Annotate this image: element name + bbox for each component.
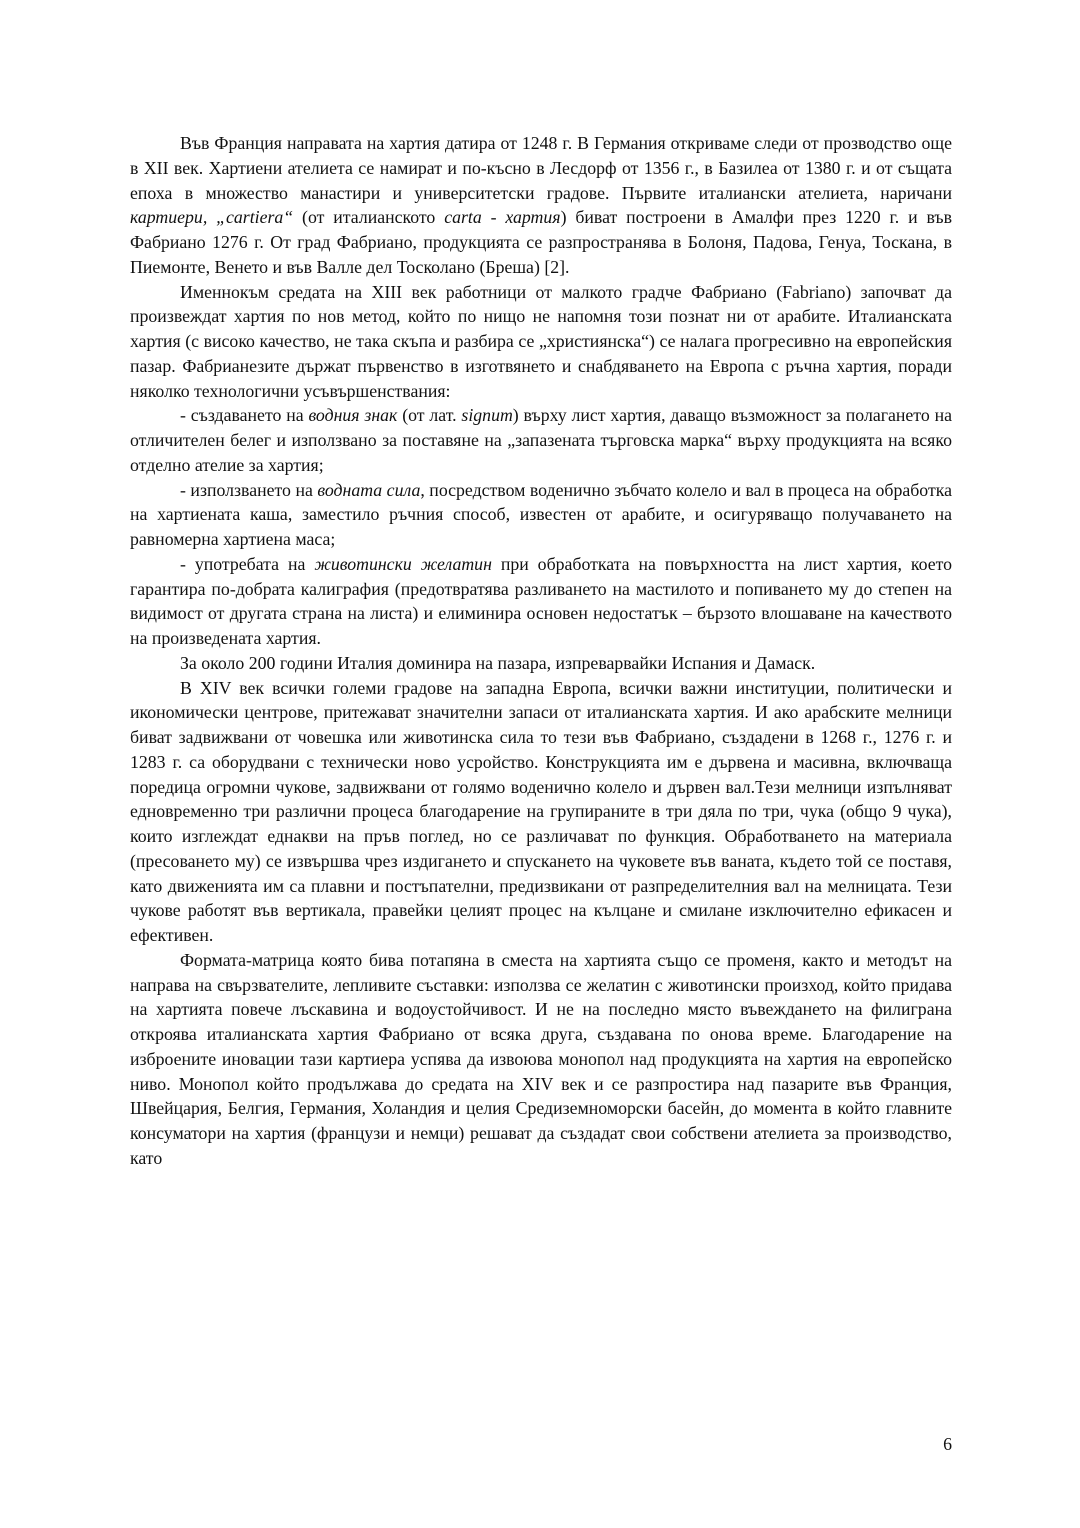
italic-text-run: водната сила [317,479,421,500]
text-run: Именнокъм средата на XIII век работници от малкото градче Фабриано (Fabriano) започват да произвеждат хартия по нов метод, който по нищо не напомня този познат ни от арабите. Италианската хартия (с високо качество, не така скъпа и разбира се „християнска“) се налага прогресивно на европейския пазар. Фабрианезите държат първенство в изготвянето и снабдяването на Европа с ръчна хартия, поради няколко технологични усъвършенствания: [130,281,952,401]
text-run: Във Франция направата на хартия датира от 1248 г. В Германия откриваме следи от прозводство още в XII век. Хартиени ателиета се намират и по-късно в Лесдорф от 1356 г., в Базилеа от 1380 г. и от същата епоха в множество манастири и университетски градове. Първите италиански ателиета, наричани [130,133,952,203]
italic-text-run: carta - хартия [444,207,561,228]
paragraph [130,478,952,552]
italic-text-run: картиери, „cartiera“ [130,207,294,228]
page-number: 6 [943,1434,952,1454]
text-run: - употребата на [180,553,315,574]
paragraph [130,552,952,651]
italic-text-run: животински желатин [314,553,492,574]
paragraph [130,651,952,676]
paragraph [130,280,952,404]
text-run: (от лат. [397,405,462,426]
text-run: ) върху лист хартия, даващо възможност за полагането на отличителен белег и използвано за поставяне на „запазената търговска марка“ върху продукцията на всяко отделно ателие за хартия; [130,405,952,475]
text-run: Формата-матрица която бива потапяна в сместа на хартията също се променя, както и методът на направа на свързвателите, лепливите съставки: използва се желатин с животински произход, който придава на хартията повече лъскавина и водоустойчивост. И не на последно място въвеждането на филиграна откроява италианската хартия Фабриано от всяка друга, създавана по онова време. Благодарение на изброените иновации тази картиера успява да извоюва монопол над продукцията на хартия на европейско ниво. Монопол който продължава до средата на XIV век и се разпростира над пазарите във Франция, Швейцария, Белгия, Германия, Холандия и целия Средиземноморски басейн, до момента в който главните консуматори на хартия (французи и немци) решават да създадат свои собствени ателиета за производство, като [130,949,952,1168]
paragraph [130,403,952,477]
text-run: ) биват построени в Амалфи през 1220 г. и във Фабриано 1276 г. От град Фабриано, продукцията се разпространява в Болоня, Падова, Генуа, Тоскана, в Пиемонте, Венето и във Валле дел Тосколано (Бреша) [2]. [130,207,953,277]
text-run: - използването на [180,479,318,500]
text-run: (от италианското [293,207,445,228]
page-body [130,131,952,1171]
text-run: - създаването на [180,405,309,426]
paragraph [130,131,952,280]
italic-text-run: signum [461,405,513,426]
text-run: , посредством воденично зъбчато колело и вал в процеса на обработка на хартиената каша, заместило ръчния способ, известен от арабите, и осигуряващо получаването на равномерна хартиена маса; [130,479,952,549]
paragraph [130,676,952,948]
text-run: В XIV век всички големи градове на западна Европа, всички важни институции, политически и икономически центрове, притежават значителни запаси от италианската хартия. И ако арабските мелници биват задвижвани от човешка или животинска сила то тези във Фабриано, създадени в 1268 г., 1276 г. и 1283 г. са оборудвани с технически ново усройство. Конструкцията им е дървена и масивна, включваща поредица огромни чукове, задвижвани от голямо воденично колело и дървен вал.Тези мелници изпълняват едновременно три различни процеса благодарение на групираните в три дяла по три, чука (общо 9 чука), които изглеждат еднакви на пръв поглед, но се различават по функция. Обработването на материала (пресоването му) се извършва чрез издигането и спускането на чуковете във ваната, където той се поставя, като движенията им са плавни и постъпателни, предизвикани от разпределителния вал на мелницата. Тези чукове работят във вертикала, правейки целият процес на кълцане и смилане изключително ефикасен и ефективен. [130,677,952,945]
italic-text-run: водния знак [308,405,398,426]
paragraph [130,948,952,1171]
text-run: За около 200 години Италия доминира на пазара, изпреварвайки Испания и Дамаск. [180,652,816,673]
text-run: при обработката на повърхността на лист хартия, което гарантира по-добрата калиграфия (предотвратява разливането на мастилото и попиването му до степен на видимост от другата страна на листа) и елиминира основен недостатък – бързото влошаване на качеството на произведената хартия. [130,553,953,648]
